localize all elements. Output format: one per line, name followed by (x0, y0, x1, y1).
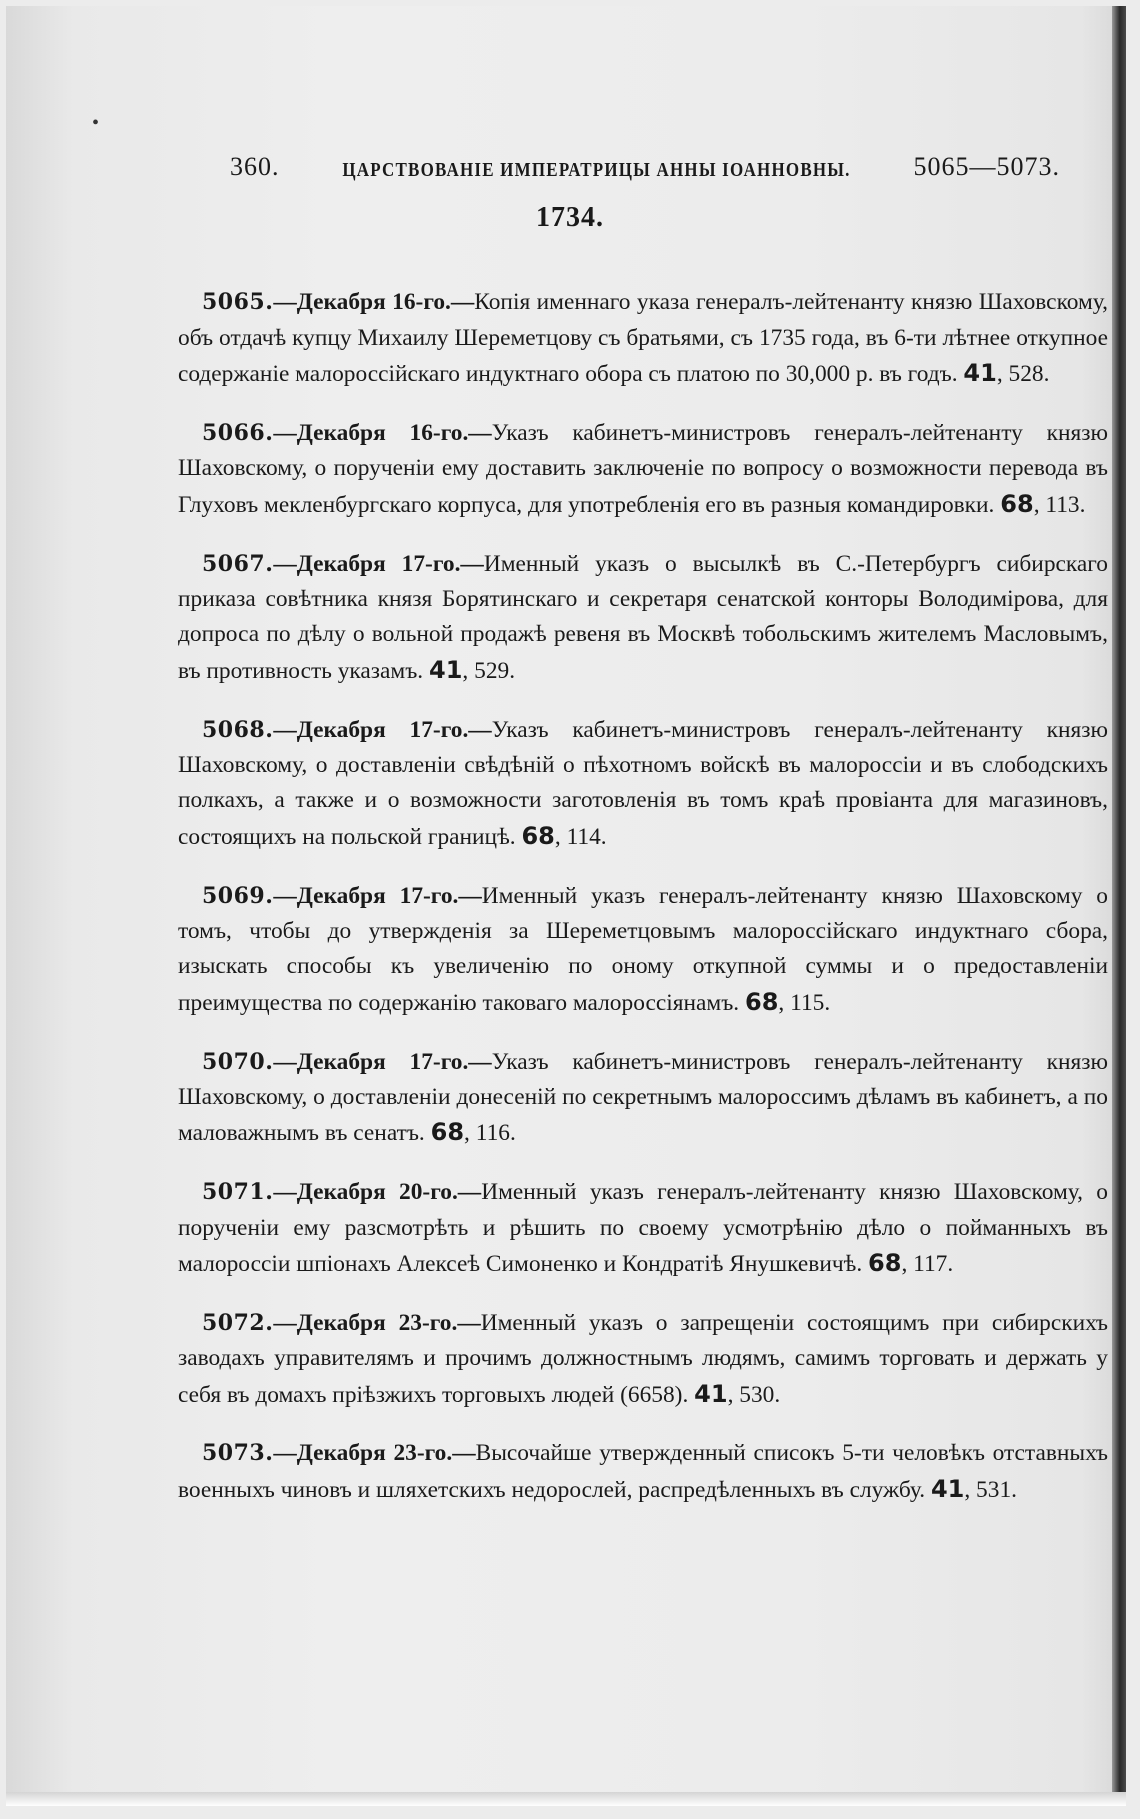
entry-number: 5069. (202, 882, 274, 909)
entries-list (178, 262, 1108, 1528)
entry-volume: 68 (868, 1249, 902, 1278)
entry-number: 5066. (202, 420, 274, 446)
entry-number: 5072. (202, 1309, 274, 1336)
entry-text: Именный указъ о высылкѣ въ С.-Петербургъ сибирскаго приказа совѣтника князя Борятинскаго и секретаря сенатской конторы Володимірова, для допроса по дѣлу о вольной продажѣ ревеня въ Москвѣ тобольскимъ жителемъ Масловымъ, въ противность указамъ. (178, 550, 1109, 684)
binding-shadow (1112, 6, 1126, 1806)
entry-reference: , 530. (727, 1381, 781, 1408)
entry-number: 5068. (202, 716, 274, 743)
entry-date: —Декабря 23-го.— (273, 1309, 481, 1336)
entry-5066 (178, 416, 1108, 523)
entry-date: —Декабря 17-го.— (273, 550, 484, 577)
entry-range: 5065—5073. (913, 152, 1060, 181)
entry-reference: , 113. (1033, 491, 1086, 518)
entry-reference: , 117. (901, 1251, 954, 1278)
entry-reference: , 116. (464, 1120, 516, 1147)
entry-reference: , 531. (964, 1476, 1017, 1503)
entry-volume: 68 (521, 821, 555, 850)
entry-5067 (178, 547, 1108, 690)
running-title: ЦАРСТВОВАНІЕ ИМПЕРАТРИЦЫ АННЫ ІОАННОВНЫ. (342, 158, 851, 181)
entry-5071 (178, 1175, 1108, 1282)
entry-reference: , 529. (462, 657, 516, 684)
page-bottom-edge (6, 1792, 1126, 1806)
entry-reference: , 528. (996, 361, 1050, 388)
entry-text: Высочайше утвержденный списокъ 5-ти человѣкъ отставныхъ военныхъ чиновъ и шляхетскихъ недорослей, распредѣленныхъ въ службу. (178, 1440, 1108, 1503)
entry-volume: 68 (1000, 489, 1034, 518)
entry-5069 (178, 879, 1108, 1022)
entry-date: —Декабря 17-го.— (273, 1048, 492, 1075)
entry-date: —Декабря 16-го.— (273, 420, 492, 446)
entry-number: 5065. (202, 289, 274, 316)
entry-5073 (178, 1436, 1108, 1508)
entry-date: —Декабря 17-го.— (273, 716, 492, 743)
entry-5065 (178, 285, 1108, 392)
entry-number: 5071. (202, 1179, 274, 1206)
entry-text: Копія именнаго указа генералъ-лейтенанту князю Шаховскому, объ отдачѣ купцу Михаилу Шереметцову съ братьями, съ 1735 года, въ 6-ти лѣтнее откупное содержаніе малороссійскаго индуктнаго обора съ платою по 30,000 р. въ годъ. (178, 289, 1108, 388)
entry-text: Указъ кабинетъ-министровъ генералъ-лейтенанту князю Шаховскому, о порученіи ему доставить заключеніе по вопросу о возможности перевода въ Глуховъ мекленбургскаго корпуса, для употребленія его въ разныя командировки. (178, 420, 1108, 518)
entry-reference: , 115. (778, 989, 831, 1016)
scan-speck: • (92, 112, 100, 134)
entry-date: —Декабря 16-го.— (273, 289, 475, 316)
entry-date: —Декабря 23-го.— (273, 1440, 476, 1467)
year-heading: 1734. (536, 202, 604, 233)
entry-text: Именный указъ генералъ-лейтенанту князю Шаховскому, о порученіи ему разсмотрѣть и рѣшить по своему усмотрѣнію дѣло о пойманныхъ въ малороссіи шпіонахъ Алексеѣ Симоненко и Кондратіѣ Янушкевичѣ. (178, 1179, 1108, 1278)
entry-volume: 41 (694, 1379, 728, 1408)
entry-number: 5070. (202, 1048, 274, 1075)
entry-5072 (178, 1306, 1108, 1413)
entry-date: —Декабря 20-го.— (273, 1179, 482, 1206)
entry-volume: 41 (429, 655, 463, 684)
entry-text: Именный указъ генералъ-лейтенанту князю Шаховскому о томъ, чтобы до утвержденія за Шереметцовымъ малороссійскаго индуктнаго сбора, изыскать способы къ увеличенію по оному откупной суммы и о предоставленіи преимущества по содержанію таковаго малороссіянамъ. (178, 882, 1109, 1016)
entry-5068 (178, 713, 1108, 856)
entry-volume: 41 (930, 1474, 965, 1503)
entry-number: 5073. (202, 1440, 274, 1467)
page-number: 360. (230, 152, 280, 181)
entry-date: —Декабря 17-го.— (273, 882, 482, 909)
page-header (230, 152, 1060, 182)
entry-5070 (178, 1045, 1108, 1152)
entry-reference: , 114. (554, 823, 607, 850)
entry-text: Именный указъ о запрещеніи состоящимъ при сибирскихъ заводахъ управителямъ и прочимъ должностнымъ людямъ, самимъ торговать и держать у себя въ домахъ пріѣзжихъ торговыхъ людей (6658). (178, 1309, 1108, 1408)
entry-volume: 41 (963, 359, 997, 388)
entry-volume: 68 (745, 987, 779, 1016)
entry-text: Указъ кабинетъ-министровъ генералъ-лейтенанту князю Шаховскому, о доставленіи свѣдѣній о пѣхотномъ войскѣ въ малороссіи и въ слободскихъ полкахъ, а также и о возможности заготовленія въ томъ краѣ провіанта для магазиновъ, состоящихъ на польской границѣ. (178, 716, 1108, 850)
entry-number: 5067. (202, 550, 274, 577)
entry-volume: 68 (430, 1118, 465, 1147)
entry-text: Указъ кабинетъ-министровъ генералъ-лейтенанту князю Шаховскому, о доставленіи донесеній по секретнымъ малороссимъ дѣламъ въ кабинетъ, а по маловажнымъ въ сенатъ. (178, 1048, 1108, 1147)
